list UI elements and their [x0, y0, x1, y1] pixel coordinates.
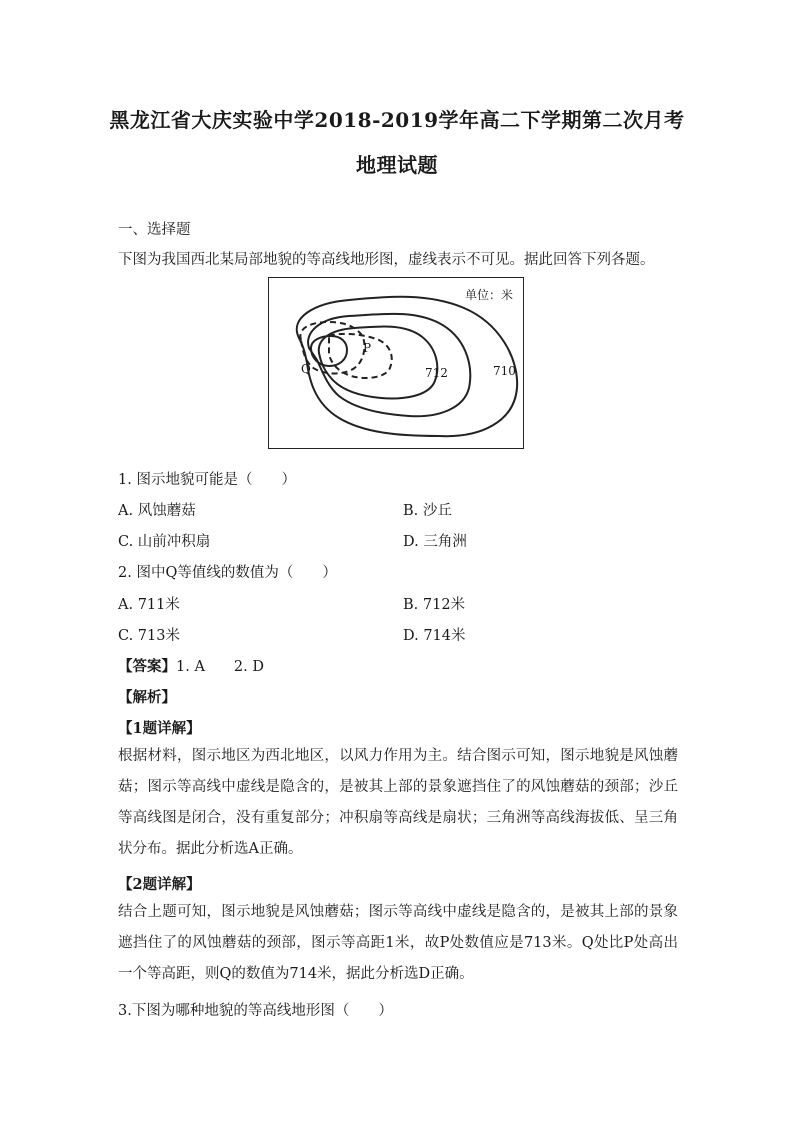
label-710: 710: [493, 364, 516, 378]
dashed-contour-P: [329, 334, 392, 378]
q2-option-a: A. 711米: [118, 597, 180, 613]
doc-title-line1: 黑龙江省大庆实验中学2018-2019学年高二下学期第二次月考: [109, 108, 685, 132]
answer-label: 【答案】: [118, 658, 176, 675]
detail2-text: 结合上题可知，图示地貌是风蚀蘑菇；图示等高线中虚线是隐含的，是被其上部的景象遮挡住了的风蚀蘑菇的颈部，图示等高距1米，故P处数值应是713米。Q处比P处高出一个等高距，则Q的数值为714米，据此分析选D正确。: [118, 904, 678, 982]
q1-option-d: D. 三角洲: [403, 534, 467, 550]
q1-option-c: C. 山前冲积扇: [118, 534, 211, 550]
q3-stem: 3.下图为哪种地貌的等高线地形图（ ）: [118, 1003, 393, 1019]
q2-option-d: D. 714米: [403, 628, 466, 644]
analysis-label: 【解析】: [118, 689, 176, 706]
contour-map-figure: [268, 277, 524, 449]
q1-stem: 1. 图示地貌可能是（ ）: [118, 472, 296, 488]
q2-option-c: C. 713米: [118, 628, 180, 644]
doc-title-line2: 地理试题: [356, 153, 438, 177]
detail1-label: 【1题详解】: [118, 720, 201, 737]
label-P: P: [363, 341, 372, 355]
q2-option-b: B. 712米: [403, 597, 466, 613]
label-712: 712: [425, 366, 448, 380]
q1-option-a: A. 风蚀蘑菇: [118, 503, 196, 519]
q2-stem: 2. 图中Q等值线的数值为（ ）: [118, 565, 337, 581]
section-heading: 一、选择题: [118, 222, 191, 238]
detail1-text: 根据材料，图示地区为西北地区，以风力作用为主。结合图示可知，图示地貌是风蚀蘑菇；图示等高线中虚线是隐含的，是被其上部的景象遮挡住了的风蚀蘑菇的颈部；沙丘等高线图是闭合，没有重复部分；冲积扇等高线是扇状；三角洲等高线海拔低、呈三角状分布。据此分析选A正确。: [118, 748, 678, 857]
detail2-label: 【2题详解】: [118, 876, 201, 893]
unit-label: 单位：米: [465, 288, 514, 302]
label-Q: Q: [301, 362, 311, 376]
intro-text: 下图为我国西北某局部地貌的等高线地形图，虚线表示不可见。据此回答下列各题。: [118, 252, 655, 268]
answer-line: [118, 655, 264, 676]
q1-option-b: B. 沙丘: [403, 503, 452, 519]
answer-text: 1. A 2. D: [176, 659, 264, 675]
